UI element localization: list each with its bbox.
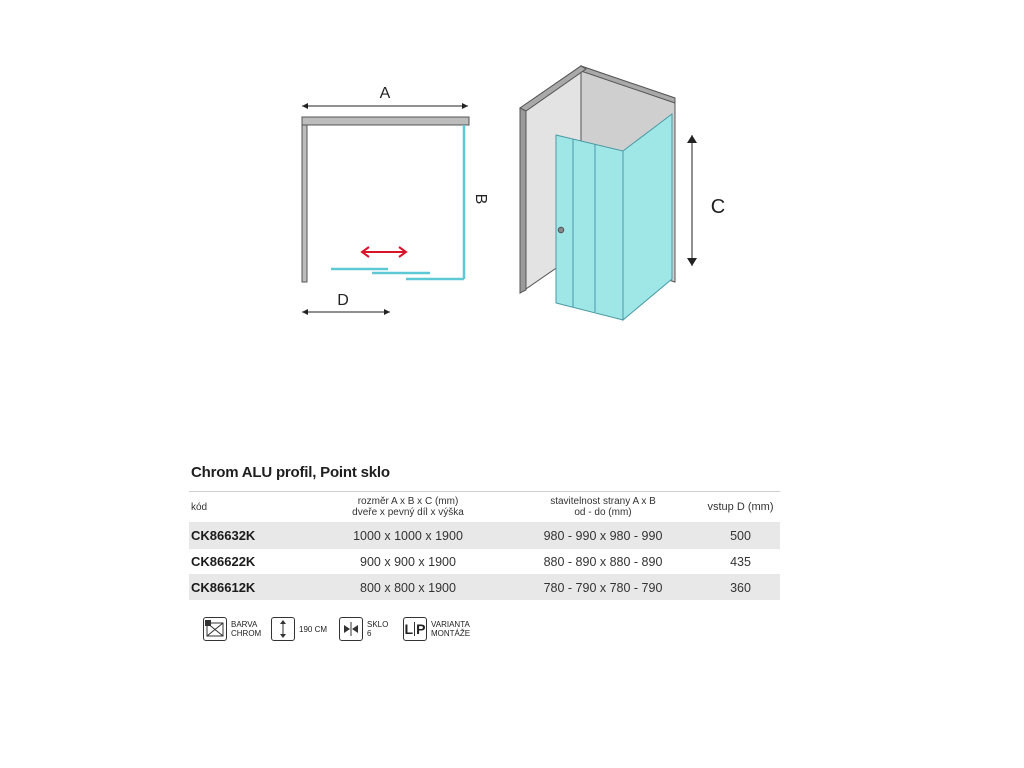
header-size — [311, 492, 505, 523]
wall-profile-top — [302, 117, 469, 125]
mount-left-glyph: L — [404, 621, 414, 637]
height-arrow-icon — [271, 617, 295, 641]
cell-size: 900 x 900 x 1900 — [311, 549, 505, 575]
cell-code: CK86612K — [189, 575, 311, 601]
cell-entry: 360 — [701, 575, 780, 601]
cell-code: CK86622K — [189, 549, 311, 575]
table-row — [189, 523, 780, 549]
legend-color-line1: BARVA — [231, 620, 258, 629]
legend-glass-line1: SKLO — [367, 620, 389, 629]
legend-mount-line1: VARIANTA — [431, 620, 470, 629]
dimension-d-label: D — [337, 292, 349, 309]
cell-entry: 500 — [701, 523, 780, 549]
table-row — [189, 575, 780, 601]
dimension-b-label: B — [472, 193, 489, 205]
header-size-line1: rozměr A x B x C (mm) — [357, 496, 459, 507]
mount-right-glyph: P — [416, 621, 426, 637]
wall-profile-left — [302, 125, 307, 282]
dimension-a-label: A — [379, 85, 391, 102]
cell-size: 1000 x 1000 x 1900 — [311, 523, 505, 549]
side-glass — [623, 114, 672, 320]
front-glass — [556, 135, 623, 320]
header-code: kód — [189, 492, 311, 523]
cell-code: CK86632K — [189, 523, 311, 549]
cell-adjust: 980 - 990 x 980 - 990 — [505, 523, 701, 549]
header-adjust-line1: stavitelnost strany A x B — [550, 496, 656, 507]
cell-adjust: 880 - 890 x 880 - 890 — [505, 549, 701, 575]
header-size-line2: dveře x pevný díl x výška — [352, 507, 464, 518]
door-handle — [558, 227, 564, 233]
header-adjust-line2: od - do (mm) — [574, 507, 632, 518]
header-adjust — [505, 492, 701, 523]
sliding-direction-arrow — [362, 247, 406, 257]
color-swatch-icon — [203, 617, 227, 641]
cell-size: 800 x 800 x 1900 — [311, 575, 505, 601]
glass-thickness-icon — [339, 617, 363, 641]
plan-view — [302, 85, 489, 315]
perspective-view — [520, 66, 725, 320]
table-row — [189, 549, 780, 575]
spec-title: Chrom ALU profil, Point sklo — [191, 464, 390, 481]
spec-table — [189, 491, 780, 600]
cell-adjust: 780 - 790 x 780 - 790 — [505, 575, 701, 601]
dimension-c-label: C — [710, 196, 726, 218]
legend-mount-line2: MONTÁŽE — [431, 629, 471, 638]
cell-entry: 435 — [701, 549, 780, 575]
legend-height-text: 190 CM — [299, 625, 328, 634]
legend-glass-line2: 6 — [367, 629, 372, 638]
header-entry: vstup D (mm) — [701, 492, 780, 523]
table-header-row — [189, 492, 780, 523]
mounting-lr-icon — [403, 617, 427, 641]
legend-color-line2: CHROM — [231, 629, 262, 638]
